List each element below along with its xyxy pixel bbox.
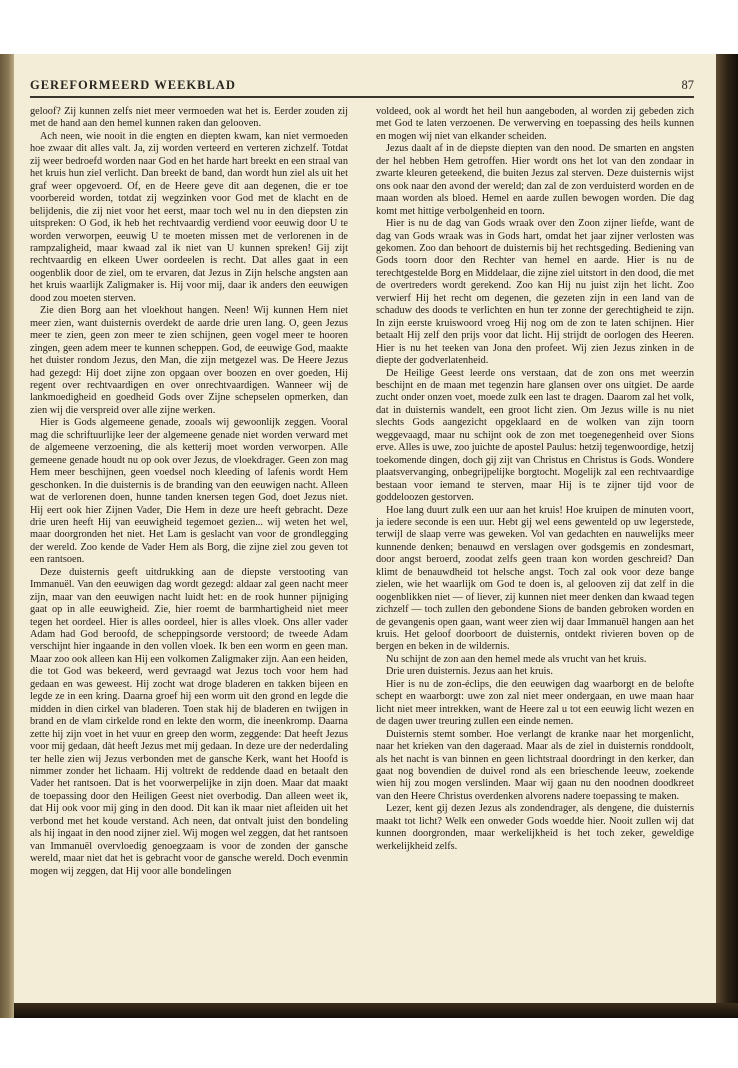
book-edge-right <box>716 54 738 1018</box>
paragraph: Zie dien Borg aan het vloekhout hangen. Neen! Wij kunnen Hem niet meer zien, want duisternis overdekt de aarde drie uren lang. O, geen Jezus meer te zien, geen zon meer te zien schijnen, geen vogel meer te hooren zingen, geen adem meer te kunnen scheppen. God, de eeuwige God, maakte het duister rondom Jezus, den Man, die zijn metgezel was. De Heere Jezus had gezegd: Hij doet zijne zon opgaan over boozen en over goeden, Hij regent over rechtvaardigen en over onrechtvaardigen. Wanneer wij de lankmoedigheid en goedheid Gods over Zijne schepselen opmerken, dan zien wij die verspreid over alle zijne werken. <box>30 305 348 416</box>
book-spine <box>0 54 14 1018</box>
paragraph: Duisternis stemt somber. Hoe verlangt de kranke naar het morgenlicht, naar het krieken van den dageraad. Maar als de ziel in duisternis ronddoolt, als het nacht is van binnen en geen lichtstraal doordringt in den kerker, dan gaat nog bovendien de duivel rond als een brieschende leeuw, zoekende wien hij zou mogen verslinden. Maar wij gaan nu den noodnen doodkreet van den Heere Christus overdenken alvorens nadere toepassing te maken. <box>376 728 694 802</box>
paragraph: Drie uren duisternis. Jezus aan het kruis. <box>386 666 553 678</box>
paragraph: Hoe lang duurt zulk een uur aan het kruis! Hoe kruipen de minuten voort, ja iedere seconde is een uur. Hebt gij wel eens gewenteld op uw legerstede, terwijl de slaap verre was geweken. Vol van gedachten en nauwelijks meer kunnende denken; benauwd en verslagen over godsgemis en zondesmart, door angst beroerd, zoodat zelfs geen traan kon worden geschreid? Dan klimt de benauwdheid tot helsche angst. Toch zal ook voor deze bange zielen, wie het waarlijk om God te doen is, al gelooven zij dat zelf in die oogenblikken niet — of liever, zij kunnen niet meer denken dan kwaad tegen zichzelf — toch zullen den gebondene Sions de banden gebroken worden en de gevangenis open gaan, want weer zien wij daar Immanuël hangen aan het kruis. Het geloof doorboort de duisternis, ontdekt rivieren boven op de bergen en beken in de wildernis. <box>376 504 694 653</box>
left-column <box>30 106 348 878</box>
top-margin <box>0 0 738 54</box>
paragraph: Lezer, kent gij dezen Jezus als zondendrager, als dengene, die duisternis maakt tot licht? Welk een onweder Gods woedde hier. Nooit zullen wij dat kunnen doorgronden, maar werkelijkheid is het toch zeker, geweldige werkelijkheid zelfs. <box>376 803 694 852</box>
publication-title: GEREFORMEERD WEEKBLAD <box>30 78 236 92</box>
header-rule <box>30 96 694 98</box>
paragraph: voldeed, ook al wordt het heil hun aangeboden, al worden zij gebeden zich met God te laten verzoenen. De verwerving en toepassing des heils kunnen en mogen wij niet van elkander scheiden. <box>376 106 694 142</box>
paragraph: geloof? Zij kunnen zelfs niet meer vermoeden wat het is. Eerder zouden zij met de hand aan den hemel kunnen raken dan gelooven. <box>30 106 348 130</box>
paragraph: Hier is nu de zon-éclips, die den eeuwigen dag waarborgt en de belofte schept en waarborgt: uwe zon zal niet meer ondergaan, en uwe maan haar licht niet meer intrekken, want de Heere zal u tot een eeuwig licht wezen en de dagen uwer treuring zullen een einde nemen. <box>376 678 694 728</box>
paragraph: Deze duisternis geeft uitdrukking aan de diepste verstooting van Immanuël. Van den eeuwigen dag wordt gezegd: aldaar zal geen nacht meer zijn, maar van den eeuwigen nacht luidt het: en de rook hunner pijniging gaat op in alle eeuwigheid. Zie, hier roemt de barmhartigheid niet meer tegen het oordeel. Hier is alles oordeel, hier is alles vloek. Ons aller vader Adam had God beroofd, de scheppingsorde verstoord; de tweede Adam verschijnt hier ingaande in den vollen vloek. Ik ben een worm en geen man. Maar zoo ook alleen kan Hij een volkomen Zaligmaker zijn. Aan een heiden, die tot God was bekeerd, werd gevraagd wat Jezus toch voor hem had gedaan en was geweest. Hij zocht wat droge bladeren en takken bijeen en legde ze in een kring. Daarna groef hij een worm uit den grond en legde die midden in dien cirkel van bladeren. Toen stak hij de bladeren en twijgen in brand en de vlam cirkelde rond en lekte den worm, die ineenkromp. Daarna zette hij zijn voet in het vuur en greep den worm, zeggende: Dat heeft Jezus voor mij gedaan, dàt heeft Jezus met mij gedaan. In deze ure der nederdaling ter helle zien wij Jezus verbonden met de gansche Kerk, want het Hoofd is nimmer zonder het lichaam. Hij voltrekt de reddende daad en betaalt den Vader het rantsoen. Dat is het voorwerpelijke in zijn doen. Maar dat maakt de toepassing door den Heiligen Geest niet overbodig. Dan alleen weet ik, dat Hij ook voor mij ging in den dood. Dit kan ik maar niet afleiden uit het verbond met het koude verstand. Ach neen, dat ontvalt juist den bondeling als hij ingaat in den nood zijner ziel. Wij mogen wel zeggen, dat het rantsoen van Immanuël overvloedig genoegzaam is voor de zonden der gansche wereld, maar niet dat het is gebracht voor de gansche wereld. Doch evenmin mogen wij zeggen, dat Hij voor alle bondelingen <box>30 566 348 877</box>
paragraph: Nu schijnt de zon aan den hemel mede als vrucht van het kruis. <box>386 653 647 665</box>
bottom-margin <box>0 1018 738 1068</box>
paragraph: De Heilige Geest leerde ons verstaan, dat de zon ons met weerzin beschijnt en de maan met tegenzin hare glansen over ons uitgiet. De aarde zucht onder onzen voet, moede zulk een last te dragen. Daarom zal het volk, dat in duisternis wandelt, een groot licht zien. Om Jezus wille is nu niet slechts Gods aangezicht opgeklaard en de wolken van zijn toorn weggevaagd, maar nu schijnt ook de zon met toegenegenheid over Sions erve. Alles is uwe, zoo juichte de apostel Paulus: hetzij tegenwoordige, hetzij toekomende dingen, doch gij zijt van Christus en Christus is Gods. Wondere plaatsvervanging, onbegrijpelijke borgtocht. Mogelijk zal een rechtvaardige bestaan voor iemand te sterven, maar Hij is te zijner tijd voor de goddeloozen gestorven. <box>376 367 694 504</box>
book-edge-bottom <box>14 1003 738 1018</box>
running-header <box>30 78 694 96</box>
right-column <box>376 106 694 853</box>
paragraph: Ach neen, wie nooit in die engten en diepten kwam, kan niet vermoeden hoe zwaar dit alles valt. Ja, zij worden verteerd en verteren zichzelf. Totdat zij weer bedroefd worden naar God en het harde hart breekt en een straal van het kruis hun ziel verlicht. Dan breekt de band, dan wordt hun ziel als uit het graf weer opgevoerd. Of, en de Heere geve dit aan degenen, die er toe voorbereid worden, totdat zij wegzinken voor God met de klacht en de belijdenis, die zij niet voor het eerst, maar toch wel nu in den diepsten zin uitspreken: O God, ik heb het rechtvaardig verdiend voor eeuwig door U te worden verworpen, eeuwig U te moeten missen met de verlorenen in de rampzaligheid, maar kwaad zal ik niet van U kunnen spreken! Gij zijt rechtvaardig en elkeen Uwer oordeelen is recht. Dat alles gaat in een oogenblik door de ziel, om te ervaren, dat Jezus in Zijn helsche angsten aan het kruis waarlijk Zaligmaker is. Hij voor mij, daar ik anders den eeuwigen dood zou moeten sterven. <box>30 130 348 304</box>
page-number: 87 <box>681 78 694 92</box>
paragraph: Jezus daalt af in de diepste diepten van den nood. De smarten en angsten der hel hebben Hem getroffen. Hier wordt ons het lot van den zondaar in zwarte kleuren geteekend, die buiten Jezus zal sterven. Deze duisternis wijst ons ook naar den avond der wereld; dan zal de zon verduisterd worden en de maan worden als bloed. Hemel en aarde zullen bewogen worden. Die dag komt met hittige verbolgenheid en toorn. <box>376 143 694 217</box>
paragraph: Hier is nu de dag van Gods wraak over den Zoon zijner liefde, want de dag van Gods wraak was in Gods hart, omdat het jaar zijner verlosten was gekomen. Zoo dan behoort de duisternis bij het rechtsgeding. Bediening van Gods toorn door den Rechter van hemel en aarde. Hier is nu de terechtgestelde Borg en Middelaar, die zijne ziel uitstort in den dood, die met de overtreders wordt gerekend. Zoo kan Hij nu juist zijn het licht. Zoo verwierf Hij het recht om degenen, die gezeten zijn in een land van de schaduw des doods te verlichten en hun ter zonne der gerechtigheid te zijn. In zijn eerste kruiswoord vroeg Hij nog om de zon te laten schijnen. Hier betaalt Hij zelf den prijs voor dat licht. Hij strijdt de oorlogen des Heeren. Hier is nu het teeken van Jona den profeet. Wij zien Jezus zinken in de diepte der godverlatenheid. <box>376 218 694 367</box>
paragraph: Hier is Gods algemeene genade, zooals wij gewoonlijk zeggen. Vooral mag die schriftuurlijke leer der algemeene genade niet worden verward met de algemeene verzoening, die als ketterij moet worden verworpen. Alle gemeene genade houdt nu op ook over Jezus, de vloekdrager. Geen zon mag Hem meer beschijnen, geen voedsel noch kleeding of lafenis wordt Hem geschonken. In die duisternis is de branding van den eeuwigen nacht. Alleen wat de verlorenen doen, hunne tanden knersen tegen God, doet Jezus niet. Hij eert ook hier Zijnen Vader, Die Hem in deze ure heeft gebracht. Deze drie uren heeft Hij van eeuwigheid tegemoet gezien... wij weten het wel, maar doorgronden het niet. Het Lam is geslacht van voor de grondlegging der wereld. Zoo kende de Vader Hem als Borg, die zijne ziel zou geven tot een rantsoen. <box>30 417 348 566</box>
